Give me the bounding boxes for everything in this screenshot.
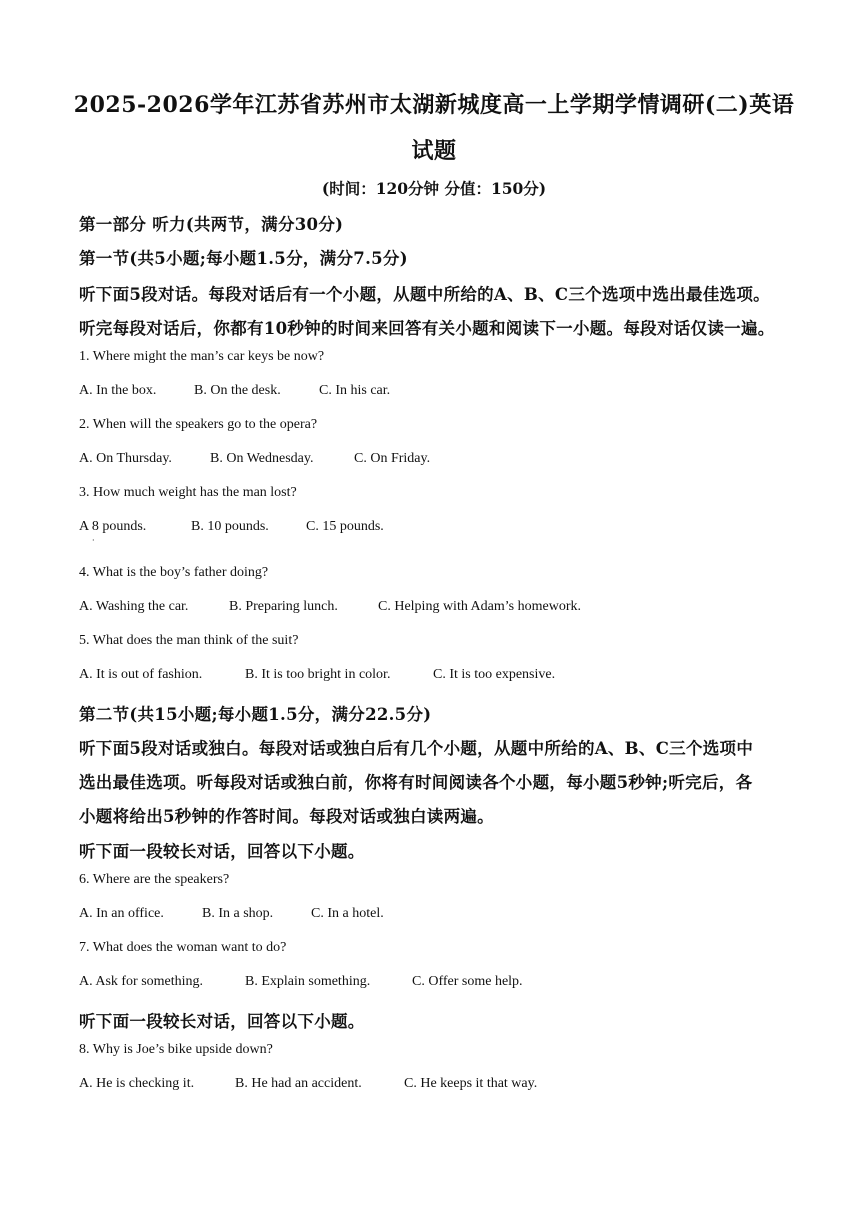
- dialogue-intro: 听下面一段较长对话，回答以下小题。: [79, 842, 365, 861]
- option-b: B. In a shop.: [202, 906, 274, 921]
- option-c: C. It is too expensive.: [433, 667, 556, 682]
- option-b: B. 10 pounds.: [191, 519, 269, 534]
- question-text: 3. How much weight has the man lost?: [79, 485, 297, 500]
- section1-heading: 第一节(共5小题;每小题1.5分，满分7.5分): [79, 249, 408, 268]
- option-b: B. On the desk.: [194, 383, 281, 398]
- option-a: A. He is checking it.: [79, 1076, 195, 1091]
- section2-heading: 第二节(共15小题;每小题1.5分，满分22.5分): [79, 705, 432, 724]
- option-a: A. In an office.: [79, 906, 164, 921]
- section2-instruction-line: 选出最佳选项。听每段对话或独白前，你将有时间阅读各个小题，每小题5秒钟;听完后，各: [79, 773, 753, 792]
- question-text: 2. When will the speakers go to the opera?: [79, 417, 318, 432]
- option-b: B. On Wednesday.: [210, 451, 314, 466]
- option-a: A. It is out of fashion.: [79, 667, 203, 682]
- section1-instruction-line: 听下面5段对话。每段对话后有一个小题，从题中所给的A、B、C三个选项中选出最佳选项。: [79, 285, 770, 304]
- section1-instruction-line: 听完每段对话后，你都有10秒钟的时间来回答有关小题和阅读下一小题。每段对话仅读一遍。: [79, 319, 775, 338]
- option-c: C. He keeps it that way.: [404, 1076, 538, 1091]
- question-text: 6. Where are the speakers?: [79, 872, 230, 887]
- section2-instruction-line: 听下面5段对话或独白。每段对话或独白后有几个小题，从题中所给的A、B、C三个选项中: [79, 739, 754, 758]
- exam-meta: (时间：120分钟 分值：150分): [321, 179, 547, 198]
- stray-dot: ·: [92, 536, 95, 545]
- option-b: B. Explain something.: [245, 974, 371, 989]
- dialogue-intro: 听下面一段较长对话，回答以下小题。: [79, 1012, 365, 1031]
- option-c: C. On Friday.: [354, 451, 431, 466]
- option-c: C. In a hotel.: [311, 906, 384, 921]
- exam-title-line1: 2025-2026学年江苏省苏州市太湖新城度高一上学期学情调研(二)英语: [73, 92, 795, 118]
- option-a: A. In the box.: [79, 383, 157, 398]
- section2-instruction-line: 小题将给出5秒钟的作答时间。每段对话或独白读两遍。: [79, 807, 494, 826]
- option-b: B. He had an accident.: [235, 1076, 362, 1091]
- part1-heading: 第一部分 听力(共两节，满分30分): [79, 215, 344, 234]
- option-b: B. It is too bright in color.: [245, 667, 391, 682]
- question-text: 4. What is the boy’s father doing?: [79, 565, 269, 580]
- option-c: C. Offer some help.: [412, 974, 523, 989]
- option-a: A 8 pounds.: [79, 519, 147, 534]
- option-c: C. 15 pounds.: [306, 519, 384, 534]
- option-a: A. On Thursday.: [79, 451, 172, 466]
- exam-title-line2: 试题: [411, 138, 457, 164]
- option-c: C. Helping with Adam’s homework.: [378, 599, 581, 614]
- question-text: 5. What does the man think of the suit?: [79, 633, 299, 648]
- question-text: 1. Where might the man’s car keys be now?: [79, 349, 325, 364]
- question-text: 7. What does the woman want to do?: [79, 940, 287, 955]
- question-text: 8. Why is Joe’s bike upside down?: [79, 1042, 273, 1057]
- option-c: C. In his car.: [319, 383, 391, 398]
- option-a: A. Washing the car.: [79, 599, 189, 614]
- option-b: B. Preparing lunch.: [229, 599, 338, 614]
- option-a: A. Ask for something.: [79, 974, 204, 989]
